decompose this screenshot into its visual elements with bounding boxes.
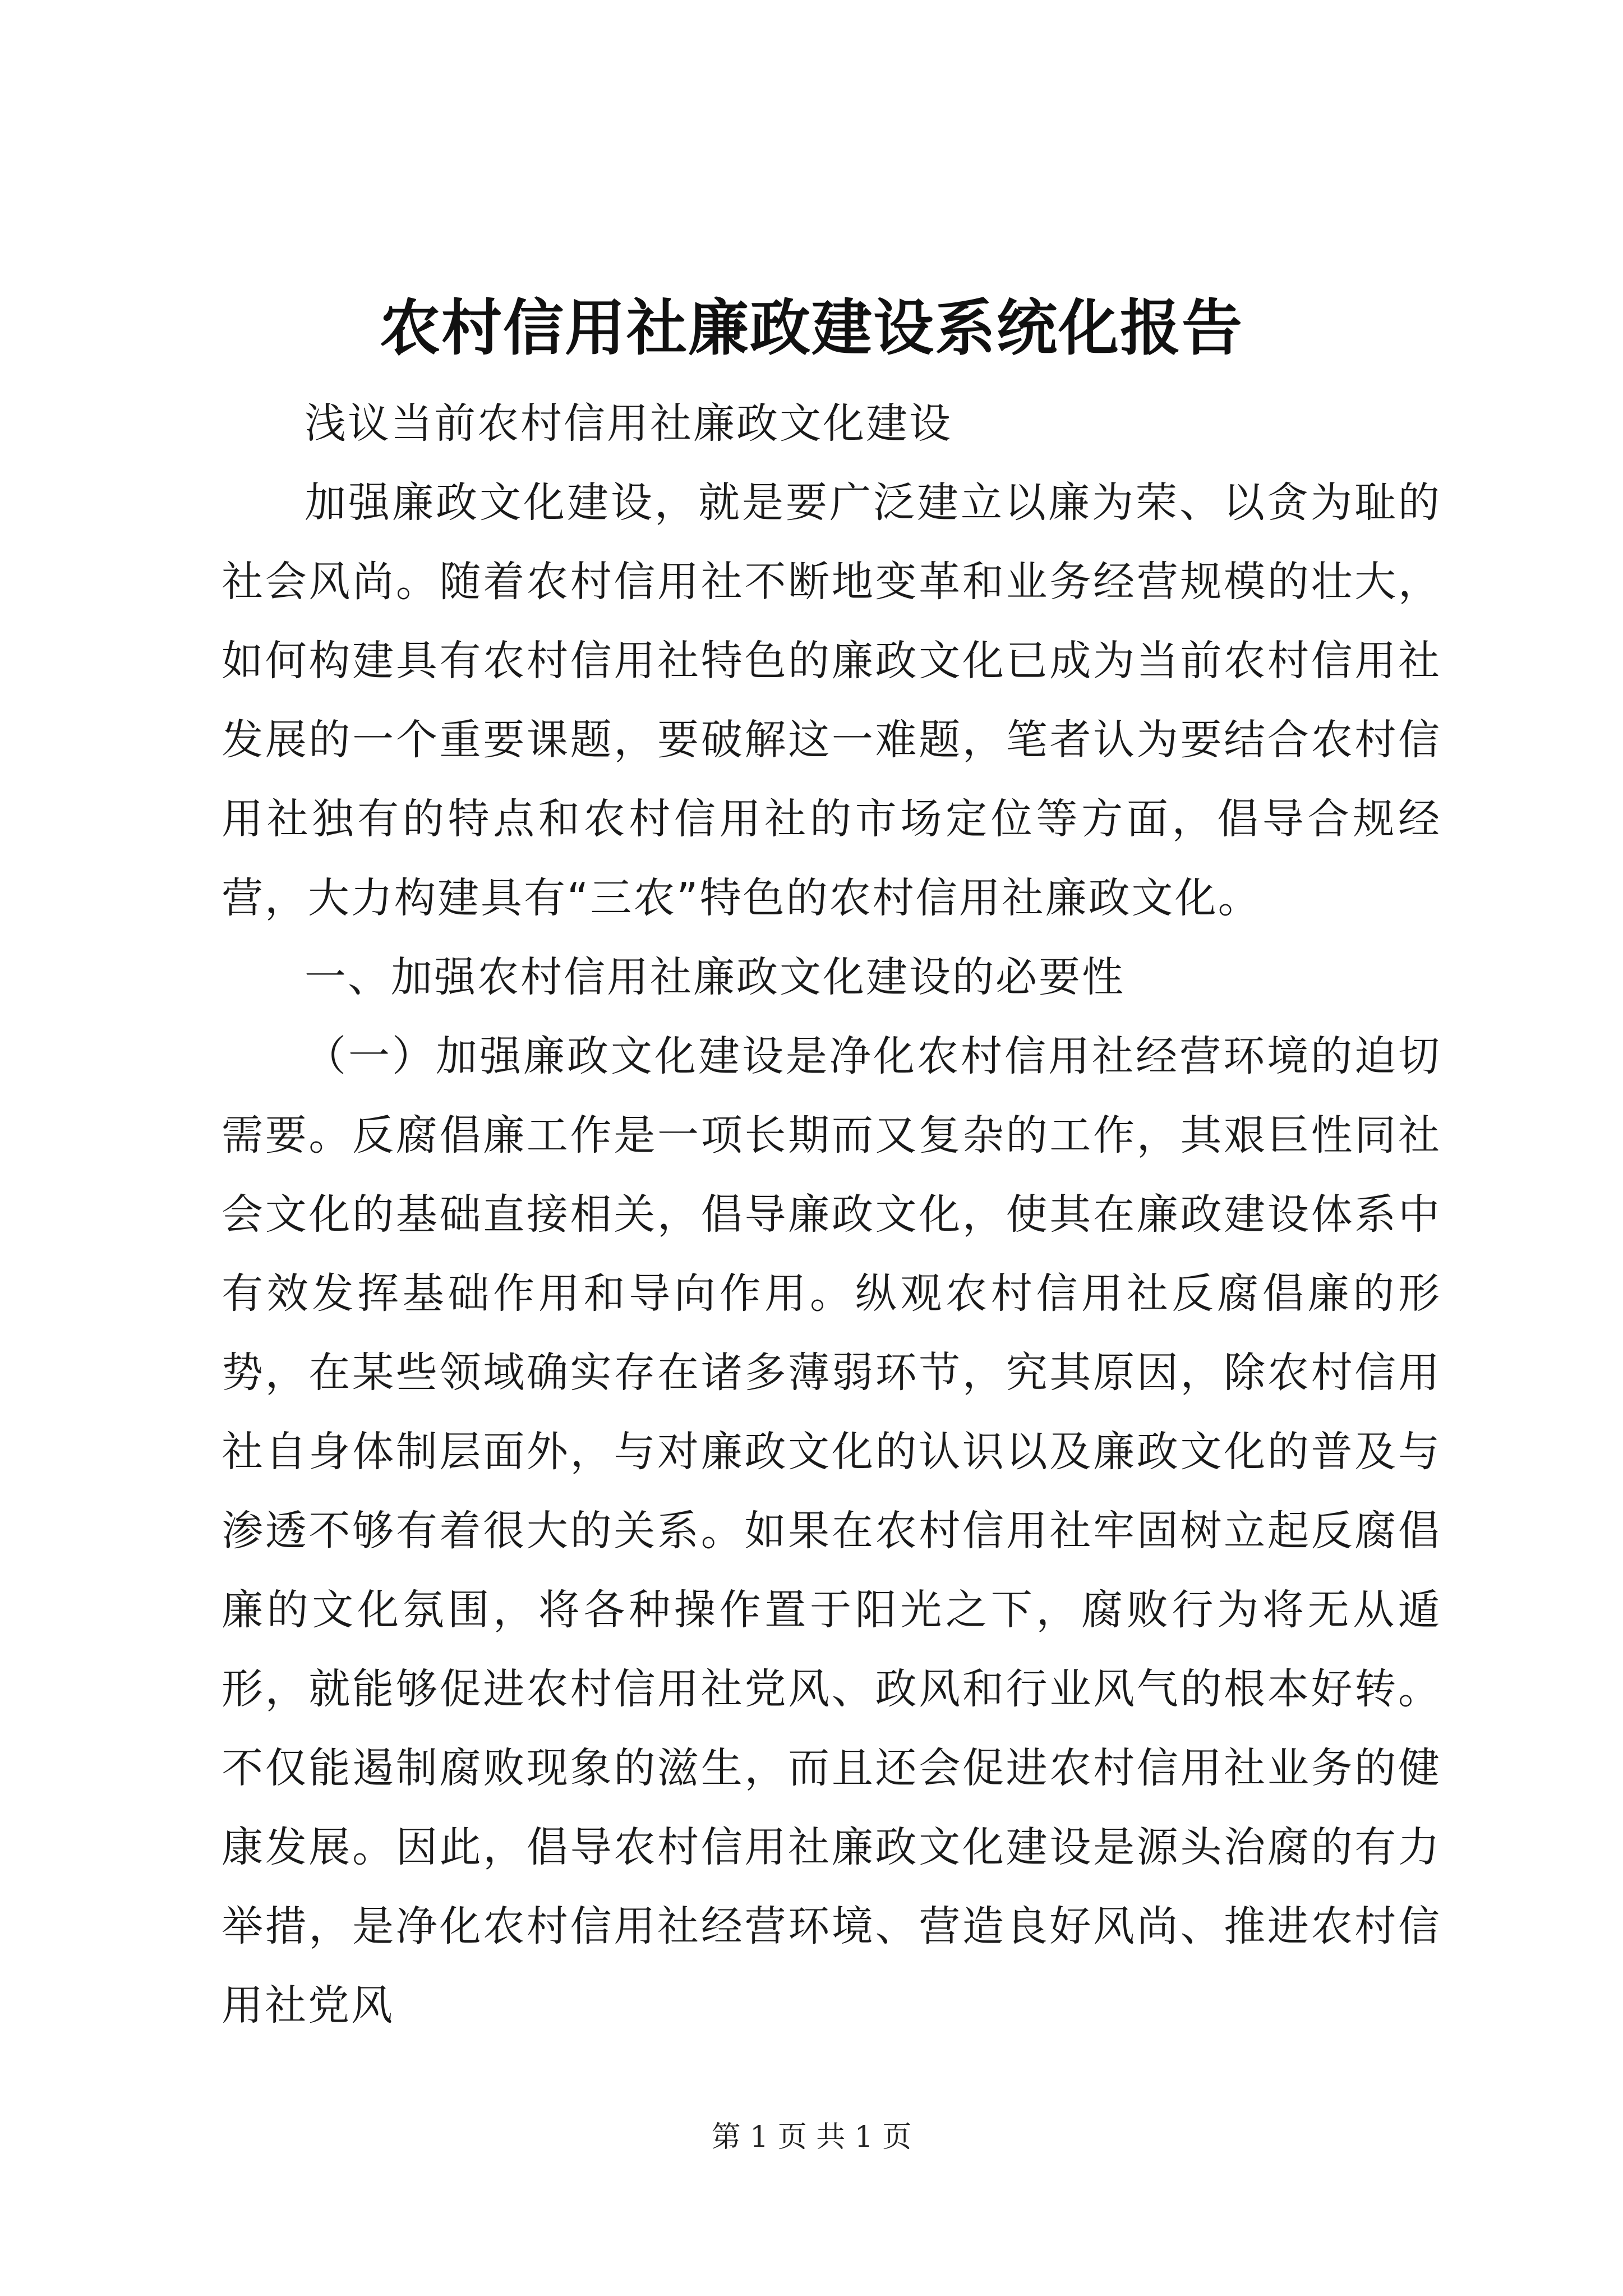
- document-title: 农村信用社廉政建设系统化报告: [379, 293, 1243, 364]
- body-paragraph: 加强廉政文化建设，就是要广泛建立以廉为荣、以贪为耻的社会风尚。随着农村信用社不断地变革和业务经营规模的壮大，如何构建具有农村信用社特色的廉政文化已成为当前农村信用社发展的一个重要课题，要破解这一难题，笔者认为要结合农村信用社独有的特点和农村信用社的市场定位等方面，倡导合规经营，大力构建具有“三农”特色的农村信用社廉政文化。: [222, 478, 1441, 922]
- section-heading: 一、加强农村信用社廉政文化建设的必要性: [305, 953, 1125, 1001]
- document-body: [222, 384, 1441, 2045]
- body-paragraph: （一）加强廉政文化建设是净化农村信用社经营环境的迫切需要。反腐倡廉工作是一项长期而又复杂的工作，其艰巨性同社会文化的基础直接相关，倡导廉政文化，使其在廉政建设体系中有效发挥基础作用和导向作用。纵观农村信用社反腐倡廉的形势，在某些领域确实存在诸多薄弱环节，究其原因，除农村信用社自身体制层面外，与对廉政文化的认识以及廉政文化的普及与渗透不够有着很大的关系。如果在农村信用社牢固树立起反腐倡廉的文化氛围，将各种操作置于阳光之下，腐败行为将无从遁形，就能够促进农村信用社党风、政风和行业风气的根本好转。不仅能遏制腐败现象的滋生，而且还会促进农村信用社业务的健康发展。因此，倡导农村信用社廉政文化建设是源头治腐的有力举措，是净化农村信用社经营环境、营造良好风尚、推进农村信用社党风: [222, 1032, 1441, 2030]
- page-footer: 第 1 页 共 1 页: [711, 2120, 912, 2154]
- subtitle-paragraph: 浅议当前农村信用社廉政文化建设: [305, 399, 952, 448]
